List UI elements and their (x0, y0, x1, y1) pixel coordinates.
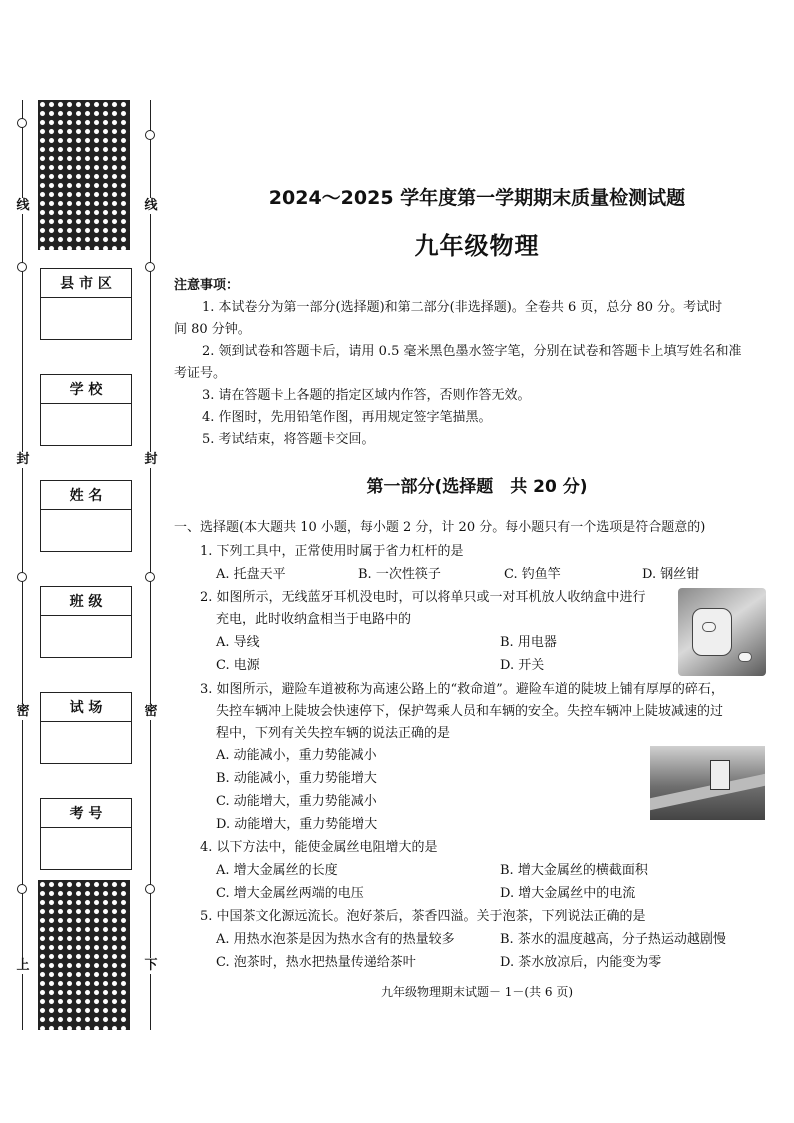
question-3-stem-cont: 程中，下列有关失控车辆的说法正确的是 (216, 726, 451, 741)
field-label: 县 市 区 (41, 269, 131, 298)
q1-option-c[interactable]: C. 钓鱼竿 (504, 567, 561, 582)
section-instruction: 一、选择题(本大题共 10 小题，每小题 2 分，计 20 分。每小题只有一个选项是符合题意的) (174, 520, 706, 535)
dot-pattern-bottom (38, 880, 130, 1030)
field-class[interactable] (40, 586, 132, 658)
q2-option-a[interactable]: A. 导线 (216, 635, 260, 650)
field-exam-number[interactable] (40, 798, 132, 870)
note-line: 3. 请在答题卡上各题的指定区域内作答，否则作答无效。 (202, 388, 531, 403)
earbuds-case-photo (678, 588, 766, 676)
ring-icon (145, 572, 155, 582)
q2-option-c[interactable]: C. 电源 (216, 658, 260, 673)
subject-title: 九年级物理 (414, 232, 540, 260)
field-label: 试 场 (41, 693, 131, 722)
ring-icon (17, 118, 27, 128)
field-label: 学 校 (41, 375, 131, 404)
field-school[interactable] (40, 374, 132, 446)
q5-option-c[interactable]: C. 泡茶时，热水把热量传递给茶叶 (216, 955, 416, 970)
notes-heading: 注意事项： (174, 278, 240, 293)
note-line: 1. 本试卷分为第一部分(选择题)和第二部分(非选择题)。全卷共 6 页，总分 80 分。考试时 (202, 300, 723, 315)
q5-option-d[interactable]: D. 茶水放凉后，内能变为零 (500, 955, 662, 970)
question-1-stem: 1. 下列工具中，正常使用时属于省力杠杆的是 (200, 544, 464, 559)
question-5-stem: 5. 中国茶文化源远流长。泡好茶后，茶香四溢。关于泡茶，下列说法正确的是 (200, 909, 646, 924)
q4-option-c[interactable]: C. 增大金属丝两端的电压 (216, 886, 364, 901)
q3-option-b[interactable]: B. 动能减小，重力势能增大 (216, 771, 377, 786)
earbud-shape (702, 622, 716, 632)
seal-char-seal-left: 封 (16, 452, 30, 467)
ring-icon (17, 884, 27, 894)
runaway-ramp-photo (650, 746, 765, 820)
question-2-stem: 2. 如图所示，无线蓝牙耳机没电时，可以将单只或一对耳机放人收纳盒中进行 (200, 590, 646, 605)
seal-char-line-right: 线 (144, 198, 158, 213)
q2-option-d[interactable]: D. 开关 (500, 658, 545, 673)
exam-title: 2024～2025 学年度第一学期期末质量检测试题 (268, 187, 686, 209)
page-footer: 九年级物理期末试题－ 1－(共 6 页) (380, 985, 574, 999)
question-2-stem-cont: 充电，此时收纳盒相当于电路中的 (216, 612, 412, 627)
ring-icon (17, 572, 27, 582)
charging-case-shape (692, 608, 732, 656)
seal-char-secret-left: 密 (16, 704, 30, 719)
q5-option-b[interactable]: B. 茶水的温度越高，分子热运动越剧慢 (500, 932, 726, 947)
q1-option-a[interactable]: A. 托盘天平 (216, 567, 286, 582)
q3-option-c[interactable]: C. 动能增大，重力势能减小 (216, 794, 377, 809)
seal-char-down: 下 (144, 958, 158, 973)
binding-strip (0, 0, 170, 1123)
field-label: 考 号 (41, 799, 131, 828)
seal-char-secret-right: 密 (144, 704, 158, 719)
q3-option-d[interactable]: D. 动能增大，重力势能增大 (216, 817, 378, 832)
field-label: 班 级 (41, 587, 131, 616)
question-4-stem: 4. 以下方法中，能使金属丝电阻增大的是 (200, 840, 438, 855)
seal-char-line-left: 线 (16, 198, 30, 213)
q4-option-a[interactable]: A. 增大金属丝的长度 (216, 863, 338, 878)
q1-option-b[interactable]: B. 一次性筷子 (358, 567, 441, 582)
q4-option-b[interactable]: B. 增大金属丝的横截面积 (500, 863, 648, 878)
q1-option-d[interactable]: D. 钢丝钳 (642, 567, 700, 582)
dot-pattern-top (38, 100, 130, 250)
seal-char-up: 上 (16, 958, 30, 973)
ring-icon (145, 884, 155, 894)
q4-option-d[interactable]: D. 增大金属丝中的电流 (500, 886, 636, 901)
question-3-stem-cont: 失控车辆冲上陡坡会快速停下，保护驾乘人员和车辆的安全。失控车辆冲上陡坡减速的过 (216, 704, 724, 719)
field-county[interactable] (40, 268, 132, 340)
road-sign-shape (710, 760, 730, 790)
ring-icon (145, 130, 155, 140)
part-title: 第一部分(选择题 共 20 分) (366, 477, 588, 497)
note-line: 5. 考试结束，将答题卡交回。 (202, 432, 375, 447)
field-name[interactable] (40, 480, 132, 552)
note-line: 间 80 分钟。 (174, 322, 251, 337)
ring-icon (17, 262, 27, 272)
note-line: 2. 领到试卷和答题卡后，请用 0.5 毫米黑色墨水签字笔，分别在试卷和答题卡上填写姓名和准 (202, 344, 742, 359)
field-label: 姓 名 (41, 481, 131, 510)
field-exam-room[interactable] (40, 692, 132, 764)
road-shape (650, 774, 765, 810)
q3-option-a[interactable]: A. 动能减小，重力势能减小 (216, 748, 377, 763)
question-3-stem: 3. 如图所示，避险车道被称为高速公路上的“救命道”。避险车道的陡坡上铺有厚厚的碎石， (200, 682, 724, 697)
note-line: 考证号。 (174, 366, 227, 381)
earbud-shape (738, 652, 752, 662)
q2-option-b[interactable]: B. 用电器 (500, 635, 557, 650)
seal-char-seal-right: 封 (144, 452, 158, 467)
note-line: 4. 作图时，先用铅笔作图，再用规定签字笔描黑。 (202, 410, 492, 425)
ring-icon (145, 262, 155, 272)
q5-option-a[interactable]: A. 用热水泡茶是因为热水含有的热量较多 (216, 932, 455, 947)
